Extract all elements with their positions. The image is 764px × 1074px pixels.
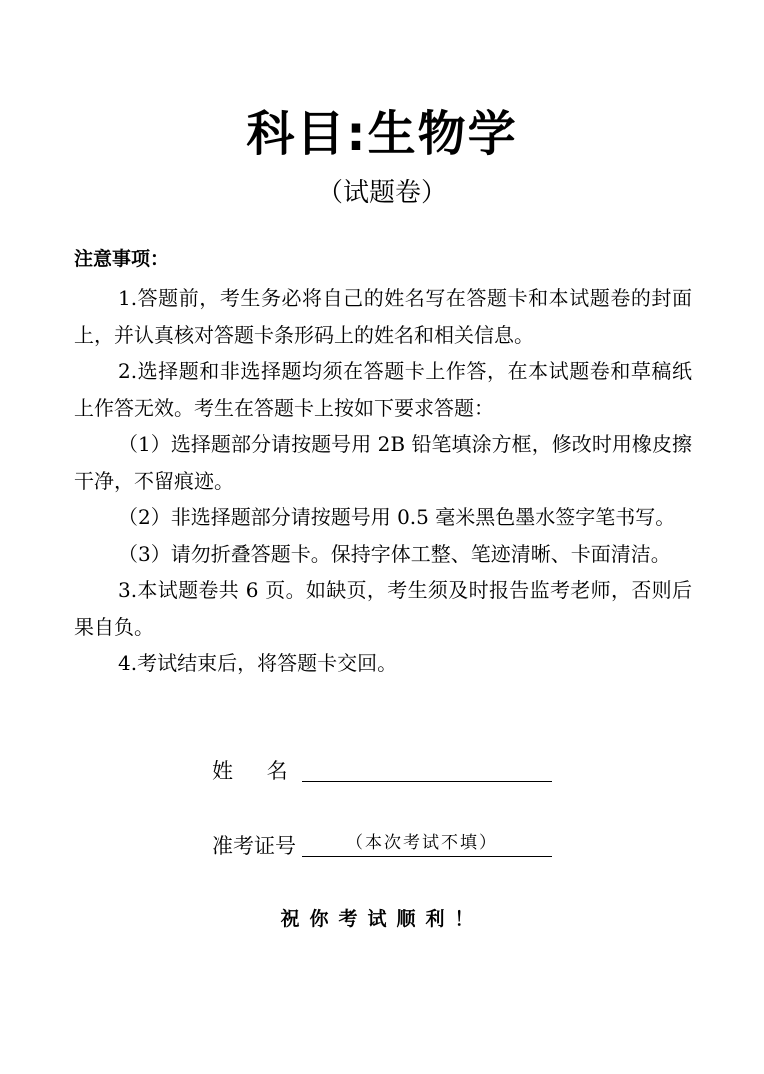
exam-title: 科目:生物学 <box>246 106 518 162</box>
notice-item-2-1: （1）选择题部分请按题号用 2B 铅笔填涂方框，修改时用橡皮擦干净，不留痕迹。 <box>74 432 692 493</box>
name-label: 姓名 <box>212 759 322 783</box>
notice-list <box>74 280 692 682</box>
name-field <box>212 751 321 791</box>
closing-wish: 祝你考试顺利！ <box>280 908 484 930</box>
notice-item-2-3: （3）请勿折叠答题卡。保持字体工整、笔迹清晰、卡面清洁。 <box>118 541 671 566</box>
exam-id-hint: （本次考试不填） <box>346 833 498 853</box>
exam-id-field <box>212 826 296 866</box>
notice-item-2: 2.选择题和非选择题均须在答题卡上作答，在本试题卷和草稿纸上作答无效。考生在答题卡上按如下要求答题： <box>74 359 692 420</box>
notice-heading: 注意事项： <box>74 248 170 270</box>
notice-item-1: 1.答题前，考生务必将自己的姓名写在答题卡和本试题卷的封面上，并认真核对答题卡条形码上的姓名和相关信息。 <box>74 286 692 347</box>
notice-item-3: 3.本试题卷共 6 页。如缺页，考生须及时报告监考老师，否则后果自负。 <box>74 578 692 639</box>
name-underline <box>302 751 552 782</box>
exam-subtitle: （试题卷） <box>316 178 447 208</box>
exam-id-label: 准考证号 <box>212 834 296 858</box>
notice-item-4: 4.考试结束后，将答题卡交回。 <box>118 651 398 675</box>
notice-item-2-2: （2）非选择题部分请按题号用 0.5 毫米黑色墨水签字笔书写。 <box>118 505 676 529</box>
